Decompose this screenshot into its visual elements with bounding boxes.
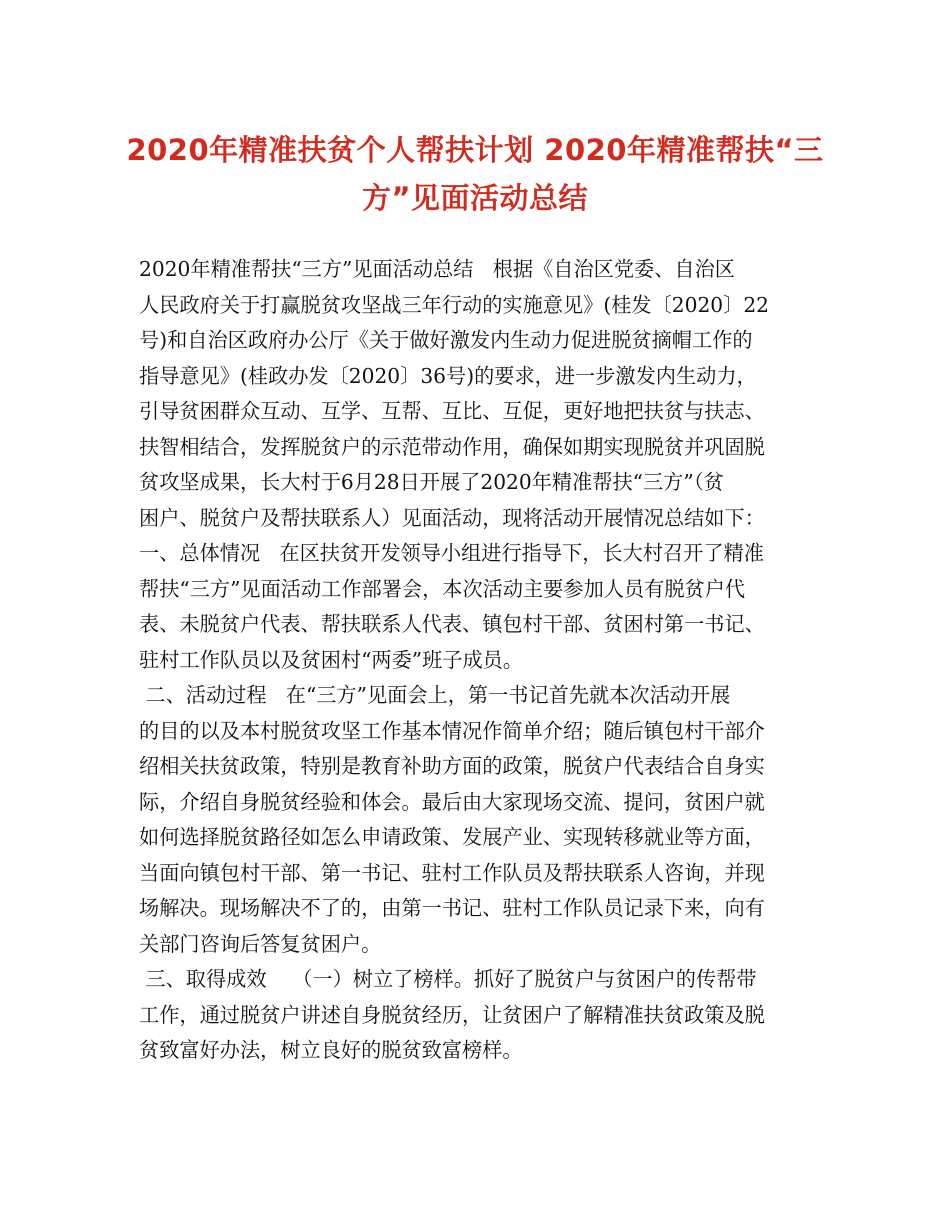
body-line: 2020年精准帮扶“三方”见面活动总结 根据《自治区党委、自治区	[139, 257, 735, 281]
title-line-1: 2020年精准扶贫个人帮扶计划 2020年精准帮扶“三	[126, 133, 824, 167]
body-line: 扶智相结合，发挥脱贫户的示范带动作用，确保如期实现脱贫并巩固脱	[139, 434, 765, 459]
body-line: 场解决。现场解决不了的，由第一书记、驻村工作队员记录下来，向有	[139, 896, 765, 920]
body-line: 三、取得成效 （一）树立了榜样。抓好了脱贫户与贫困户的传帮带	[139, 967, 757, 991]
body-line: 帮扶“三方”见面活动工作部署会，本次活动主要参加人员有脱贫户代	[139, 576, 746, 601]
title-line-2: 方”见面活动总结	[361, 181, 589, 215]
body-line: 绍相关扶贫政策，特别是教育补助方面的政策，脱贫户代表结合自身实	[139, 754, 765, 778]
body-line: 人民政府关于打赢脱贫攻坚战三年行动的实施意见》(桂发〔2020〕22	[139, 292, 770, 317]
body-line: 困户、脱贫户及帮扶联系人）见面活动，现将活动开展情况总结如下：	[139, 505, 765, 530]
body-line: 一、总体情况 在区扶贫开发领导小组进行指导下，长大村召开了精准	[139, 541, 764, 565]
body-line: 指导意见》(桂政办发〔2020〕36号)的要求，进一步激发内生动力，	[139, 363, 757, 388]
body-line: 的目的以及本村脱贫攻坚工作基本情况作简单介绍；随后镇包村干部介	[139, 718, 765, 743]
body-line: 表、未脱贫户代表、帮扶联系人代表、镇包村干部、贫困村第一书记、	[139, 612, 765, 636]
document-title	[120, 126, 830, 222]
body-line: 际，介绍自身脱贫经验和体会。最后由大家现场交流、提问，贫困户就	[139, 789, 765, 814]
body-line: 二、活动过程 在“三方”见面会上，第一书记首先就本次活动开展	[139, 683, 731, 707]
body-line: 贫致富好办法，树立良好的脱贫致富榜样。	[139, 1038, 523, 1062]
body-line: 引导贫困群众互动、互学、互帮、互比、互促，更好地把扶贫与扶志、	[139, 399, 765, 423]
body-line: 当面向镇包村干部、第一书记、驻村工作队员及帮扶联系人咨询，并现	[139, 860, 765, 885]
body-line: 关部门咨询后答复贫困户。	[139, 931, 382, 956]
body-line: 驻村工作队员以及贫困村“两委”班子成员。	[139, 647, 524, 672]
body-line: 号)和自治区政府办公厅《关于做好激发内生动力促进脱贫摘帽工作的	[139, 328, 753, 352]
body-line: 如何选择脱贫路径如怎么申请政策、发展产业、实现转移就业等方面，	[139, 825, 765, 849]
body-line: 贫攻坚成果，长大村于6月28日开展了2020年精准帮扶“三方”（贫	[139, 470, 724, 494]
document-body	[139, 252, 819, 1069]
body-line: 工作，通过脱贫户讲述自身脱贫经历，让贫困户了解精准扶贫政策及脱	[139, 1002, 765, 1027]
